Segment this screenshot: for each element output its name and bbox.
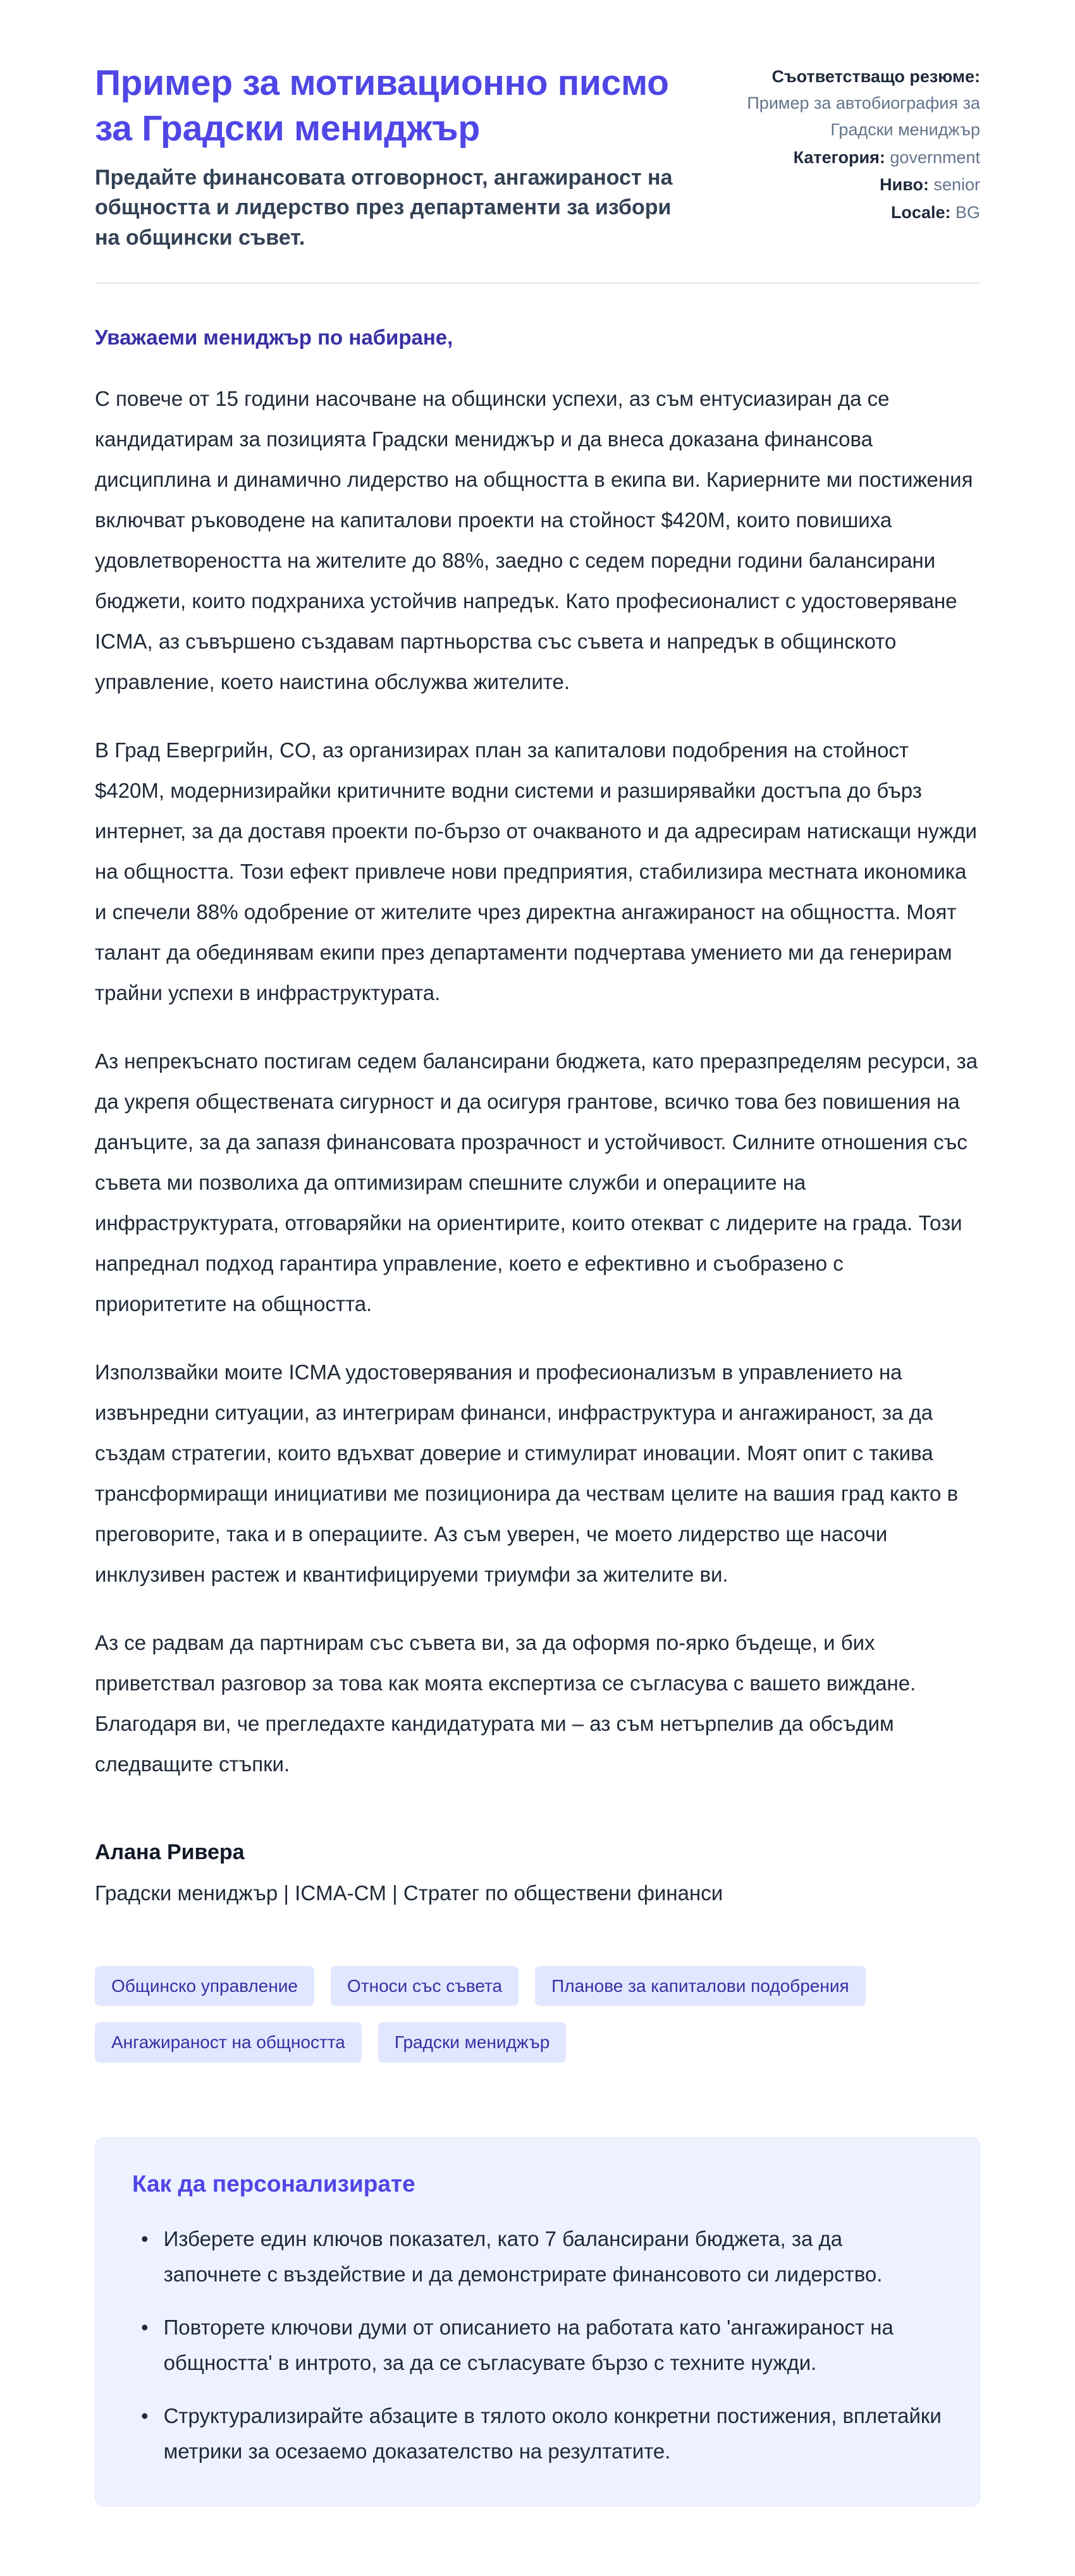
meta-category-value: government [890,147,980,167]
bullet-icon: • [141,2226,149,2250]
tip-text-1: Изберете един ключов показател, като 7 балансирани бюджета, за да започнете с въздействие и да демонстрирате финансовото си лидерство. [163,2226,883,2286]
meta-panel [746,60,980,226]
bullet-icon: • [141,2315,149,2339]
meta-locale-label: Locale: [890,203,951,223]
tag-chip-city-manager[interactable]: Градски мениджър [378,2022,566,2063]
letter-paragraph-5: Аз се радвам да партнирам със съвета ви, за да оформя по-ярко бъдеще, и бих приветствал разговор за това как моята експертиза се съгласува с вашето виждане. Благодаря ви, че прегледахте кандидатурата ми – аз съм нетърпелив да обсъдим следващите стъпки. [95,1630,916,1776]
header-divider [95,283,980,284]
letter-paragraph-4: Използвайки моите ICMA удостоверявания и професионализъм в управлението на извънредни ситуации, аз интегрирам финанси, инфраструктура и ангажираност, за да създам стратегии, които вдъхват доверие и стимулират иновации. Моят опит с такива трансформиращи инициативи ме позиционира да чествам целите на вашия град както в преговорите, така и в операциите. Аз съм уверен, че моето лидерство ще насочи инклузивен растеж и квантифицируеми триумфи за жителите ви. [95,1360,959,1586]
tip-item-2 [141,2310,943,2381]
signature-name: Алана Ривера [95,1840,245,1864]
tips-list [132,2221,943,2469]
page-subtitle: Предайте финансовата отговорност, ангажираност на общността и лидерство през департаменти за избори на общински съвет. [95,165,673,250]
tag-chip-municipal-governance[interactable]: Общинско управление [95,1966,314,2006]
tag-chip-capital-improvement-plans[interactable]: Планове за капиталови подобрения [535,1966,866,2006]
tip-item-1 [141,2221,943,2292]
tag-list [95,1966,980,2063]
signature-block [95,1840,980,1905]
bullet-icon: • [141,2403,149,2427]
letter-greeting: Уважаеми мениджър по набиране, [95,325,453,349]
meta-locale-line [746,200,980,226]
signature-title: Градски мениджър | ICMA-CM | Стратег по обществени финанси [95,1881,723,1905]
meta-level-value: senior [933,175,980,195]
header [95,60,980,253]
letter-body [95,326,980,1905]
tip-text-3: Структурализирайте абзаците в тялото около конкретни постижения, вплетайки метрики за осезаемо доказателство на резултатите. [163,2403,942,2463]
meta-category-label: Категория: [793,147,885,167]
tag-chip-community-engagement[interactable]: Ангажираност на общността [95,2022,362,2063]
meta-locale-value: BG [955,203,980,223]
meta-category-line [746,145,980,171]
tip-item-3 [141,2398,943,2469]
letter-paragraph-1: С повече от 15 години насочване на общински успехи, аз съм ентусиазиран да се кандидатирам за позицията Градски мениджър и да внеса доказана финансова дисциплина и динамично лидерство на общността в екипа ви. Кариерните ми постижения включват ръководене на капиталови проекти на стойност $420M, които повишиха удовлетвореността на жителите до 88%, заедно с седем поредни години балансирани бюджети, които подхраниха устойчив напредък. Като професионалист с удостоверяване ICMA, аз съвършено създавам партньорства със съвета и напредък в общинското управление, което наистина обслужва жителите. [95,386,973,693]
letter-paragraph-3: Аз непрекъснато постигам седем балансирани бюджета, като преразпределям ресурси, за да укрепя обществената сигурност и да осигуря грантове, всичко това без повишения на данъците, за да запазя финансовата прозрачност и устойчивост. Силните отношения със съвета ми позволиха да оптимизирам спешните служби и операциите на инфраструктурата, отговаряйки на ориентирите, които отекват с лидерите на града. Този напреднал подход гарантира управление, което е ефективно и съобразено с приоритетите на общността. [95,1049,978,1315]
meta-resume-value: Пример за автобиография за Градски мениджър [747,93,980,139]
page-title: Пример за мотивационно писмо за Градски мениджър [95,63,669,149]
meta-level-line [746,172,980,198]
tips-box [95,2137,980,2506]
tips-title: Как да персонализирате [132,2170,415,2197]
meta-level-label: Ниво: [880,175,929,195]
tag-chip-council-relations[interactable]: Относи със съвета [331,1966,519,2006]
header-left [95,60,702,253]
tip-text-2: Повторете ключови думи от описанието на работата като 'ангажираност на общността' в интрото, за да се съгласувате бързо с техните нужди. [163,2315,894,2374]
meta-resume-label: Съответстващо резюме: [771,67,980,86]
letter-paragraph-2: В Град Евергрийн, CO, аз организирах план за капиталови подобрения на стойност $420M, модернизирайки критичните водни системи и разширявайки достъпа до бърз интернет, за да доставя проекти по-бързо от очакваното и да адресирам натискащи нужди на общността. Този ефект привлече нови предприятия, стабилизира местната икономика и спечели 88% одобрение от жителите чрез директна ангажираност на общността. Моят талант да обединявам екипи през департаменти подчертава умението ми да генерирам трайни успехи в инфраструктурата. [95,738,977,1004]
